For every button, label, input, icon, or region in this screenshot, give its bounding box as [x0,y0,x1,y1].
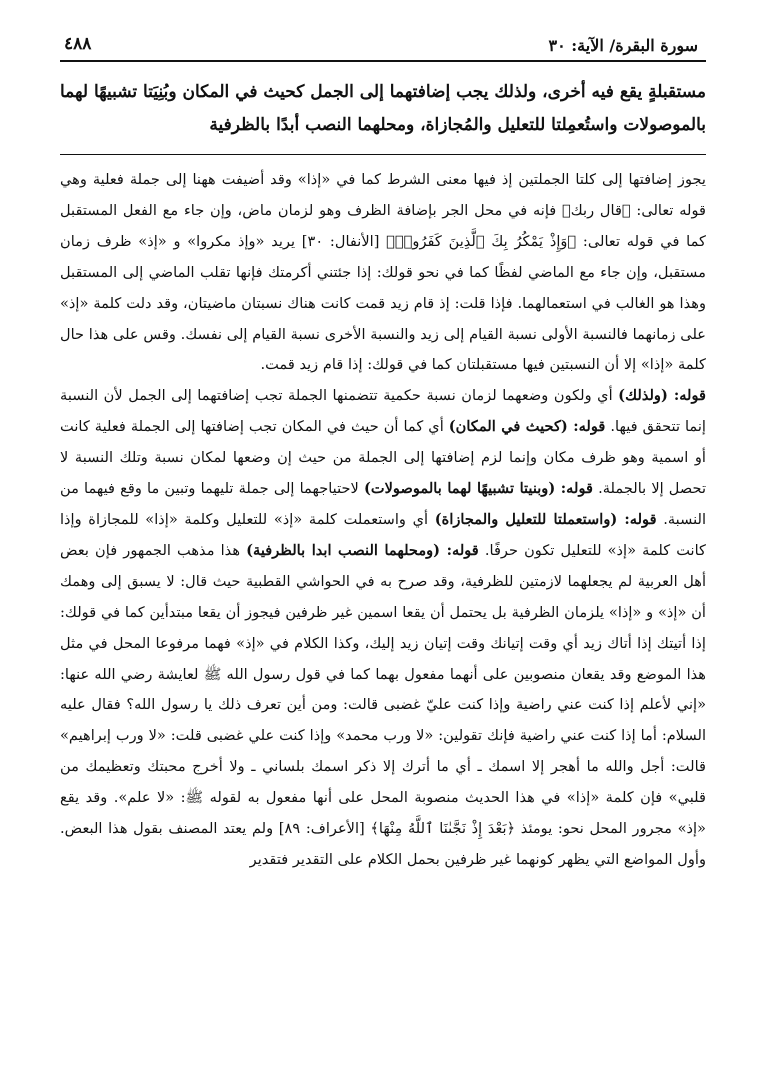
footnote-divider [60,154,706,155]
commentary [60,165,706,876]
page-header [60,30,706,62]
surah-title: سورة البقرة/ الآية: ٣٠ [548,36,698,55]
quote-label-1: قوله: (ولذلك) [618,387,707,405]
main-text-paragraph: مستقبلةٍ يقع فيه أخرى، ولذلك يجب إضافتهما إلى الجمل كحيث في المكان وبُنِيَتا تشبيهًا لهما بالموصولات واستُعمِلتا للتعليل والمُجازاة، ومحلهما النصب أبدًا بالظرفية [60,82,706,135]
page-number: ٤٨٨ [64,34,92,54]
book-page [60,30,706,1060]
quote-label-3: قوله: (وبنيتا تشبيهًا لهما بالموصولات) [363,480,593,498]
commentary-text-3: لاحتياجهما إلى جملة تليهما وتبين ما وقع فيهما من النسبة. [60,480,706,528]
commentary-paragraph-2 [60,381,706,876]
quote-label-4: قوله: (واستعملتا للتعليل والمجازاة) [434,510,657,528]
commentary-text-1: أي ولكون وضعهما لزمان نسبة حكمية تتضمنها الجملة تجب إضافتهما إلى الجمل لأن النسبة إنما تتحقق فيها. [60,387,706,436]
quote-label-5: قوله: (ومحلهما النصب ابدا بالظرفية) [246,541,479,559]
commentary-text-5: هذا مذهب الجمهور فإن بعض أهل العربية لم يجعلهما لازمتين للظرفية، وقد صرح به في الحواشي القطبية حيث قال: لا يسبق إلى وهمك أن «إذ» و «إذا» يلزمان الظرفية بل يحتمل أن يقعا اسمين غير ظرفين فيجوز أن يقعا مبتدأين كما في قولك: إذا أتيتك إذا أتاك زيد أي وقت إتيانك وقت إتيان زيد إليك، وكذا الكلام في «إذ» فهما مرفوعا المحل في مثل هذا الموضع وقد يقعان منصوبين على أنهما مفعول بهما كما في قول رسول الله ﷺ لعايشة رضي الله عنها: «إني لأعلم إذا كنت عني راضية وإذا كنت عليّ غضبى قالت: ومن أين تعرف ذلك يا رسول الله؟ فقال عليه السلام: أما إذا كنت عني راضية فإنك تقولين: «لا ورب محمد» وإذا كنت علي غضبى قلت: «لا ورب إبراهيم» قالت: أجل والله ما أهجر إلا اسمك ـ أي ما أترك إلا ذكر اسمك بلساني ـ ولا أخرج محبتك وتعظيمك من قلبي» فإن كلمة «إذا» في هذا الحديث منصوبة المحل على أنها مفعول به لقوله ﷺ: «لا علم». وقد يقع «إذ» مجرور المحل نحو: يومئذ ﴿بَعْدَ إِذْ نَجَّىٰنَا ٱللَّهُ مِنْهَا﴾ [الأعراف: ٨٩] ولم يعتد المصنف بقول هذا البعض. وأول المواضع التي يظهر كونهما غير ظرفين بحمل الكلام على التقدير فتقدير [60,541,706,868]
quote-label-2: قوله: (كحيث في المكان) [448,418,606,436]
commentary-text-2: أي كما أن حيث في المكان تجب إضافتها إلى الجملة فعلية كانت أو اسمية وهو ظرف مكان وإنما لزم إضافتها إلى الجملة من حيث إن وضعها لمكان نسبة وتلك النسبة لا تحصل إلا بالجملة. [60,418,707,498]
main-text [60,76,706,142]
commentary-text-4: أي واستعملت كلمة «إذ» للتعليل وكلمة «إذا» للمجازاة وإذا كانت كلمة «إذ» للتعليل تكون حرفًا. [60,510,706,559]
commentary-paragraph-1: يجوز إضافتها إلى كلتا الجملتين إذ فيها معنى الشرط كما في «إذا» وقد أضيفت ههنا إلى جملة فعلية وهي قوله تعالى: ﴿قال ربك﴾ فإنه في محل الجر بإضافة الظرف وهو لزمان ماض، وإن جاء مع الفعل المستقبل كما في قوله تعالى: ﴿وَإِذْ يَمْكُرُ بِكَ ٱلَّذِينَ كَفَرُوا۟﴾ [الأنفال: ٣٠] يريد «وإذ مكروا» و «إذ» ظرف زمان مستقبل، وإن جاء مع الماضي لفظًا كما في نحو قولك: إذا جئتني أكرمتك فإنها تقلب الماضي إلى المستقبل وهذا هو الغالب في استعمالهما. فإذا قلت: إذ قام زيد قمت كانت هناك نسبتان ماضيتان، وقد دلت كلمة «إذ» على زمانهما فالنسبة الأولى نسبة القيام إلى زيد والنسبة الأخرى نسبة القيام إلى نفسك. وقس على هذا حال كلمة «إذا» إلا أن النسبتين فيها مستقبلتان كما في قولك: إذا قام زيد قمت. [60,171,706,374]
